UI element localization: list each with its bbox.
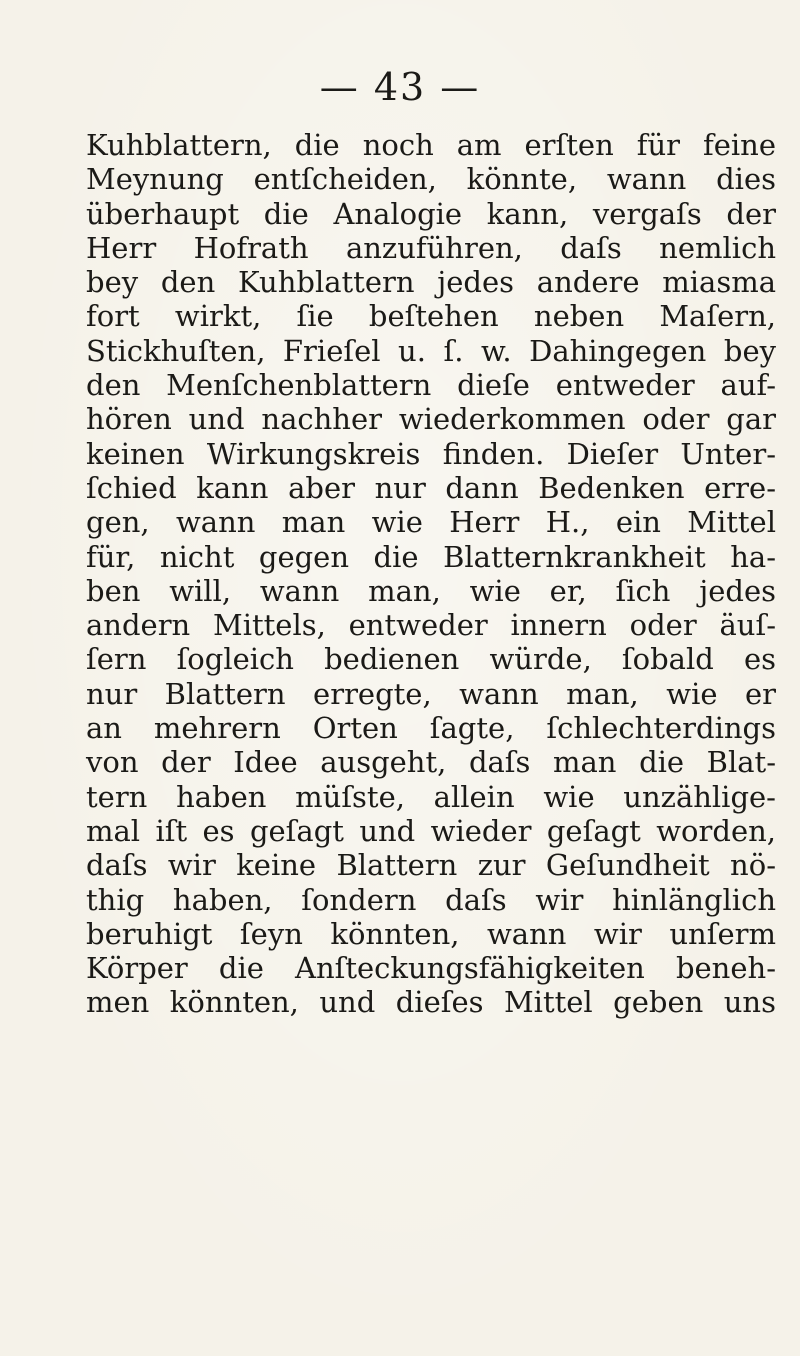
- text-line: Kuhblattern, die noch am erſten für feine: [86, 128, 776, 162]
- text-line: überhaupt die Analogie kann, vergaſs der: [86, 196, 776, 231]
- text-line: nur Blattern erregte, wann man, wie er: [86, 676, 776, 711]
- text-line: gen, wann man wie Herr H., ein Mittel: [86, 505, 776, 540]
- text-line: an mehrern Orten ſagte, ſchlechterdings: [86, 711, 776, 746]
- text-line: den Menſchenblattern dieſe entweder auf-: [86, 368, 776, 403]
- text-line: beruhigt ſeyn könnten, wann wir unſerm: [86, 916, 776, 951]
- text-line: hören und nachher wiederkommen oder gar: [86, 402, 776, 437]
- text-line: von der Idee ausgeht, daſs man die Blat-: [86, 745, 776, 780]
- text-line: daſs wir keine Blattern zur Geſundheit nö-: [86, 848, 776, 883]
- text-line: ſern ſogleich bedienen würde, ſobald es: [86, 642, 776, 677]
- text-line: ſchied kann aber nur dann Bedenken erre-: [86, 470, 776, 505]
- page-number: — 43 —: [319, 65, 481, 109]
- text-line: mal iſt es geſagt und wieder geſagt worden,: [86, 813, 776, 848]
- text-line: keinen Wirkungskreis finden. Dieſer Unter-: [86, 436, 776, 471]
- text-line: thig haben, ſondern daſs wir hinlänglich: [86, 882, 776, 917]
- text-line: für, nicht gegen die Blatternkrankheit ha-: [86, 539, 776, 574]
- text-line: Stickhuſten, Frieſel u. ſ. w. Dahingegen bey: [86, 333, 776, 368]
- text-line: andern Mittels, entweder innern oder äuſ-: [86, 608, 776, 643]
- text-line: men könnten, und dieſes Mittel geben uns: [86, 985, 776, 1020]
- text-line: ben will, wann man, wie er, ſich jedes: [86, 573, 776, 608]
- text-line: Körper die Anſteckungsfähigkeiten beneh-: [86, 951, 776, 986]
- text-line: fort wirkt, ſie beſtehen neben Maſern,: [86, 299, 776, 334]
- text-line: bey den Kuhblattern jedes andere miasma: [86, 265, 776, 300]
- text-line: Herr Hofrath anzuführen, daſs nemlich: [86, 230, 776, 265]
- text-line: Meynung entſcheiden, könnte, wann dies: [86, 162, 776, 197]
- body-text: [86, 128, 776, 1020]
- text-line: tern haben müſste, allein wie unzählige-: [86, 779, 776, 814]
